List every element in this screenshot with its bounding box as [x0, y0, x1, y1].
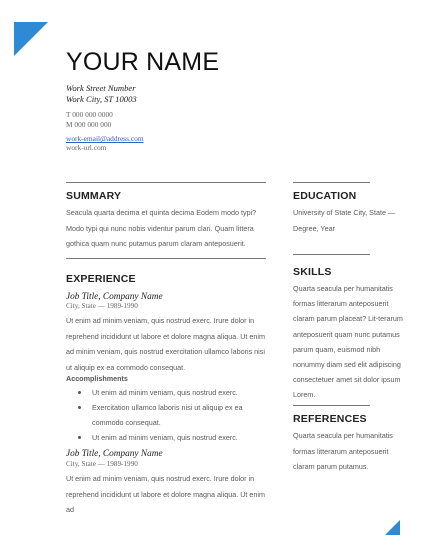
skills-rule — [293, 254, 370, 255]
accomplishment-item: Exercitation ullamco laboris nisi ut aliquip ex ea commodo consequat. — [66, 400, 271, 430]
accomplishment-item: Ut enim ad minim veniam, quis nostrud exerc. — [66, 430, 271, 445]
education-text: University of State City, State — Degree, Year — [293, 208, 396, 233]
references-text: Quarta seacula per humanitatis formas litterarum anteposuerit claram parum putamus. — [293, 431, 393, 471]
skills-heading: SKILLS — [293, 266, 332, 278]
corner-triangle-top-left — [14, 22, 48, 56]
bullet-icon — [78, 391, 81, 394]
email-link[interactable]: work-email@address.com — [66, 134, 144, 143]
website-url: work-url.com — [66, 143, 107, 152]
summary-text: Seacula quarta decima et quinta decima Eodem modo typi? Modo typi qui nunc nobis videntur parum clari. Quam littera gothica quam nunc putamus parum claram anteposuerit. — [66, 208, 257, 248]
resume-name: YOUR NAME — [66, 48, 220, 76]
email-line — [66, 134, 144, 143]
job-description: Ut enim ad minim veniam, quis nostrud exerc. Irure dolor in reprehend incididunt ut labore et dolore magna aliqua. Ut enim ad — [66, 474, 265, 514]
skills-text: Quarta seacula per humanitatis formas litterarum anteposuerit claram parum placeat? Lit-terarum anteposuerit quam nunc putamus parum quam, euismod nibh nonummy diam sed elit adipiscing consectetuer amet sit dolor ipsum Lorem. — [293, 284, 403, 400]
education-rule — [293, 182, 370, 183]
accomplishment-item: Ut enim ad minim veniam, quis nostrud exerc. — [66, 385, 271, 400]
experience-heading: EXPERIENCE — [66, 273, 136, 285]
job-description: Ut enim ad minim veniam, quis nostrud exerc. Irure dolor in reprehend incididunt ut labore et dolore magna aliqua. Ut enim ad minim veniam, quis nostrud exercitation ullamco laboris nisi ut aliquip ex ea commodo consequat. — [66, 316, 265, 372]
job-meta: City, State — 1989-1990 — [66, 460, 138, 468]
city-address: Work City, ST 10003 — [66, 94, 137, 104]
phone-number: T 000 000 0000 — [66, 110, 113, 119]
job-title: Job Title, Company Name — [66, 292, 163, 302]
references-rule — [293, 405, 370, 406]
education-heading: EDUCATION — [293, 190, 357, 202]
job-title: Job Title, Company Name — [66, 449, 163, 459]
bullet-icon — [78, 406, 81, 409]
corner-triangle-bottom-right — [385, 520, 400, 535]
street-address: Work Street Number — [66, 83, 136, 93]
references-heading: REFERENCES — [293, 413, 367, 425]
accomplishments-list — [66, 385, 271, 445]
mobile-number: M 000 000 000 — [66, 120, 112, 129]
job-meta: City, State — 1989-1990 — [66, 302, 138, 310]
summary-rule — [66, 182, 266, 183]
summary-heading: SUMMARY — [66, 190, 122, 202]
experience-rule — [66, 258, 266, 259]
accomplishments-heading: Accomplishments — [66, 374, 128, 383]
bullet-icon — [78, 436, 81, 439]
